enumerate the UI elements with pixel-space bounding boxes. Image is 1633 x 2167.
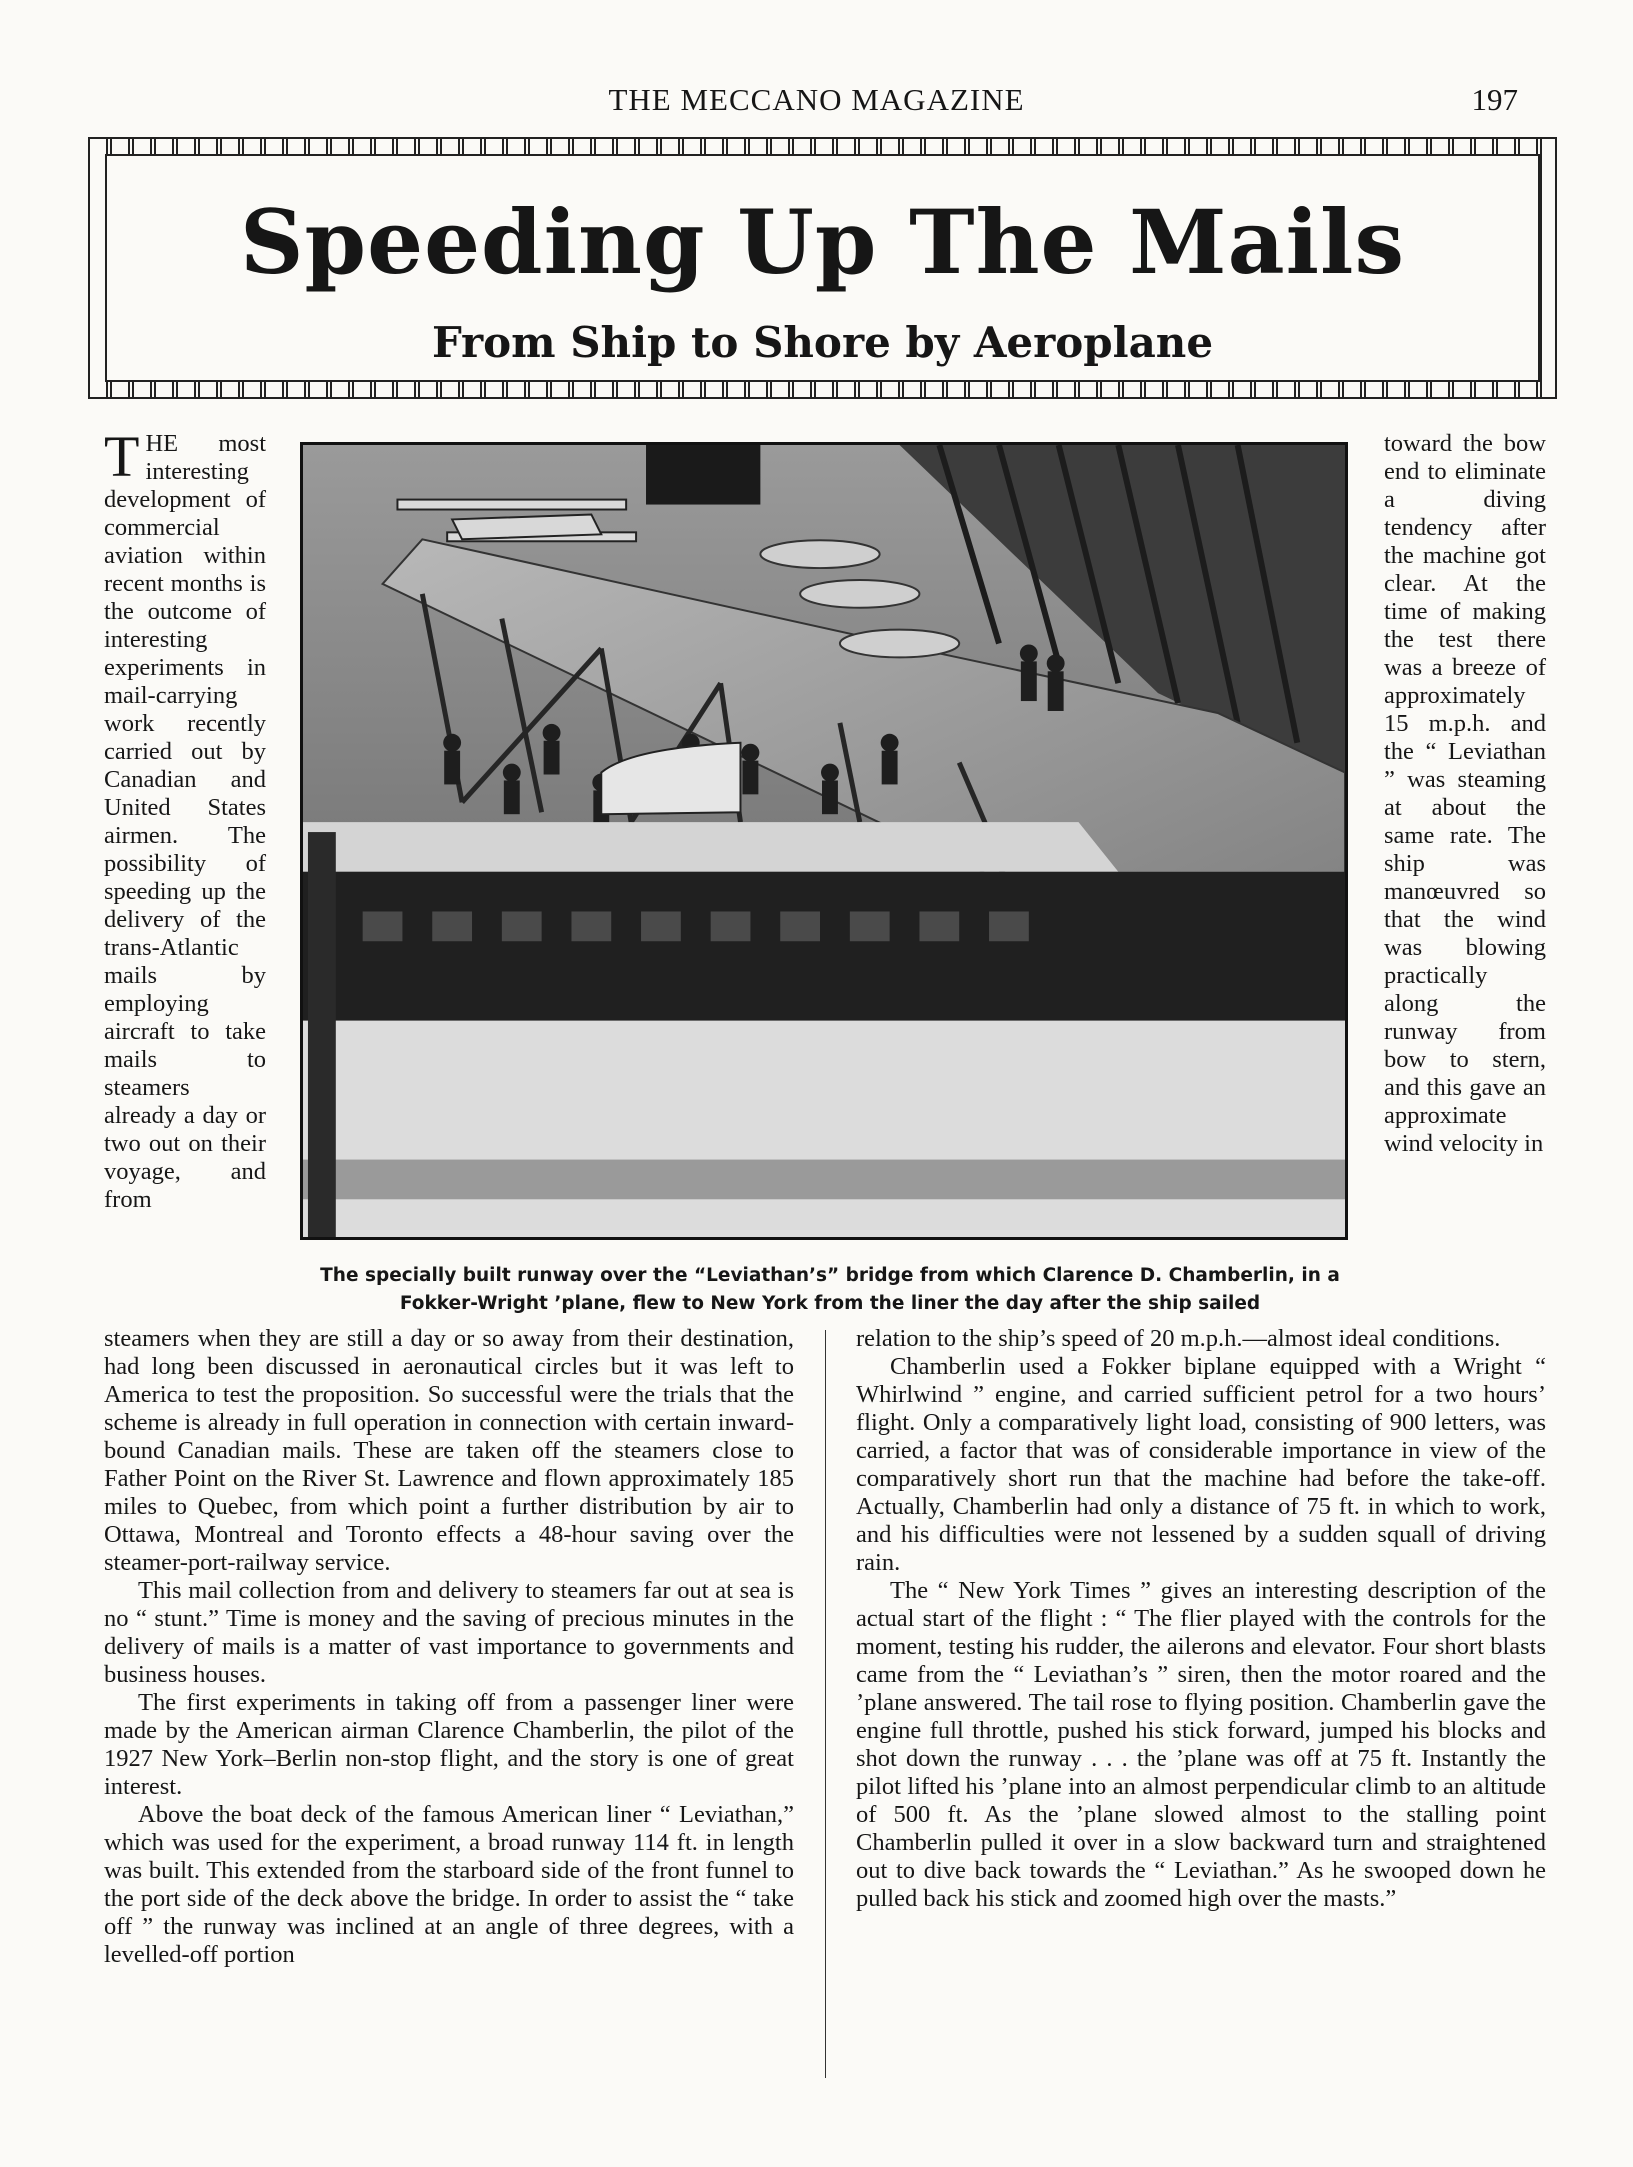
photo-illustration — [303, 445, 1345, 1237]
paragraph: steamers when they are still a day or so away from their destination, had long been discussed in aeronautical circles but it was left to America to test the proposition. So successful were the trials that the scheme is already in full operation in connection with certain inward-bound Canadian mails. These are taken off the steamers close to Father Point on the River St. Lawrence and flown approximately 185 miles to Quebec, from which point a further distribution by air to Ottawa, Montreal and Toronto effects a 48-hour saving over the steamer-port-railway service. — [104, 1325, 794, 1576]
drop-cap: T — [104, 424, 140, 489]
paragraph: The first experiments in taking off from a passenger liner were made by the American airman Clarence Chamberlin, the pilot of the 1927 New York–Berlin non-stop flight, and the story is one of great interest. — [104, 1689, 794, 1800]
headline: Speeding Up The Mails — [240, 190, 1405, 294]
paragraph: This mail collection from and delivery to steamers far out at sea is no “ stunt.” Time is money and the saving of precious minutes in the delivery of mails is a matter of vast importance to governments and business houses. — [104, 1577, 794, 1688]
runway-photograph — [300, 442, 1348, 1240]
journal-title: THE MECCANO MAGAZINE — [608, 82, 1025, 117]
article-column-left-narrow — [104, 424, 266, 1214]
running-head — [0, 82, 1633, 122]
article-column-left-wide — [104, 1325, 794, 1969]
opening-text: HE most interesting development of commercial aviation within recent months is the outcome of interesting experiments in mail-carrying work recently carried out by Canadian and United States airmen. The possibility of speeding up the delivery of the trans-Atlantic mails by employing aircraft to take mails to steamers already a day or two out on their voyage, and from — [104, 430, 266, 1213]
article-column-right-narrow — [1384, 430, 1546, 1158]
page-number: 197 — [1471, 82, 1518, 117]
paragraph: Chamberlin used a Fokker biplane equipped with a Wright “ Whirlwind ” engine, and carried sufficient petrol for a two hours’ flight. Only a comparatively light load, consisting of 900 letters, was carried, a factor that was of considerable importance in view of the comparatively short run that the machine had before the take-off. Actually, Chamberlin had only a distance of 75 ft. in which to work, and his difficulties were not lessened by a sudden squall of driving rain. — [856, 1353, 1546, 1576]
caption-line-1: The specially built runway over the “Leviathan’s” bridge from which Clarence D. Chamberlin, in a — [320, 1265, 1340, 1286]
article-opening-paragraph — [104, 424, 266, 1214]
title-box — [88, 137, 1557, 399]
photo-caption — [290, 1262, 1370, 1318]
paragraph: Above the boat deck of the famous American liner “ Leviathan,” which was used for the experiment, a broad runway 114 ft. in length was built. This extended from the starboard side of the front funnel to the port side of the deck above the bridge. In order to assist the “ take off ” the runway was inclined at an angle of three degrees, with a levelled-off portion — [104, 1801, 794, 1968]
paragraph: relation to the ship’s speed of 20 m.p.h.—almost ideal conditions. — [856, 1325, 1501, 1352]
subheadline: From Ship to Shore by Aeroplane — [431, 318, 1214, 367]
caption-line-2: Fokker-Wright ’plane, flew to New York from the liner the day after the ship sailed — [399, 1293, 1261, 1314]
paragraph: The “ New York Times ” gives an interesting description of the actual start of the flight : “ The flier played with the controls for the moment, testing his rudder, the ailerons and elevator. Four short blasts came from the “ Leviathan’s ” siren, then the motor roared and the ’plane answered. The tail rose to flying position. Chamberlin gave the engine full throttle, pushed his stick forward, jumped his blocks and shot down the runway . . . the ’plane was off at 75 ft. Instantly the pilot lifted his ’plane into an almost perpendicular climb to an altitude of 500 ft. As the ’plane slowed almost to the stalling point Chamberlin pulled it over in a slow backward turn and straightened out to dive back towards the “ Leviathan.” As he swooped down he pulled back his stick and zoomed high over the masts.” — [856, 1577, 1546, 1912]
right-narrow-paragraph: toward the bow end to eliminate a diving tendency after the machine got clear. At the time of making the test there was a breeze of approximately 15 m.p.h. and the “ Leviathan ” was steaming at about the same rate. The ship was manœuvred so that the wind was blowing practically along the runway from bow to stern, and this gave an approximate wind velocity in — [1384, 430, 1546, 1157]
column-divider — [825, 1330, 826, 2078]
article-column-right-wide — [856, 1325, 1546, 1913]
